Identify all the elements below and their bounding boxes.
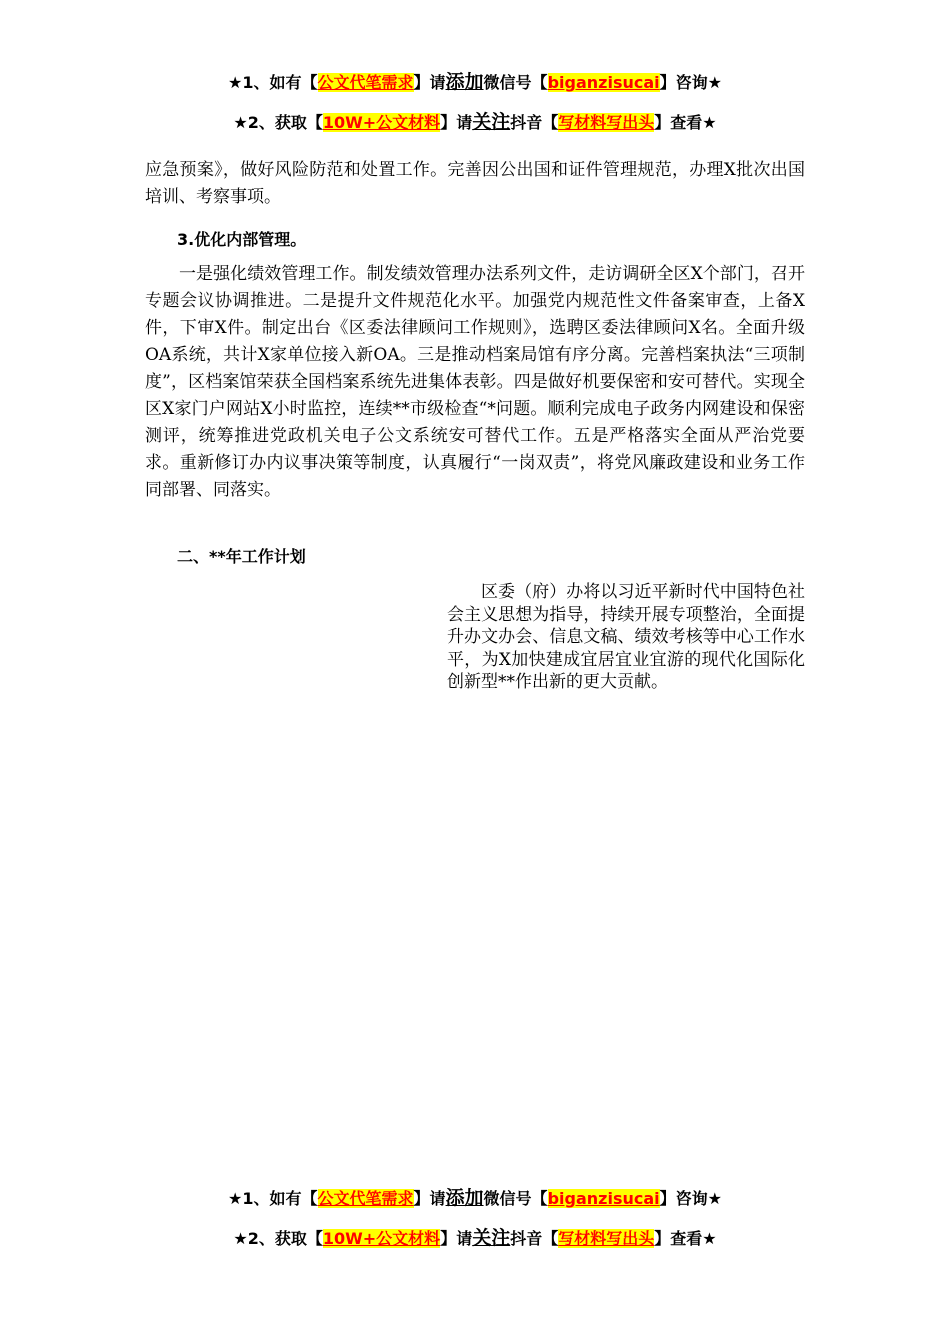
highlight-wechat-id: biganzisucai xyxy=(547,73,660,92)
highlight-douyin-account: 写材料写出头 xyxy=(558,1229,655,1248)
highlight-materials: 10W+公文材料 xyxy=(322,113,441,132)
paragraph-emergency-plan: 应急预案》，做好风险防范和处置工作。完善因公出国和证件管理规范，办理X批次出国培训、考察事项。 xyxy=(145,160,805,207)
header-promo-line-1: ★1、如有【公文代笔需求】请添加微信号【biganzisucai】咨询★ xyxy=(228,71,722,93)
footer-promo-line-1: ★1、如有【公文代笔需求】请添加微信号【biganzisucai】咨询★ xyxy=(228,1187,722,1209)
section-heading-work-plan: 二、**年工作计划 xyxy=(177,547,306,566)
highlight-ghostwriting: 公文代笔需求 xyxy=(317,73,414,92)
highlight-douyin-account: 写材料写出头 xyxy=(558,113,655,132)
paragraph-work-plan: 区委（府）办将以习近平新时代中国特色社会主义思想为指导，持续开展专项整治，全面提升办文办会、信息文稿、绩效考核等中心工作水平，为X加快建成宜居宜业宜游的现代化国际化创新型**作出新的更大贡献。 xyxy=(447,582,805,692)
highlight-materials: 10W+公文材料 xyxy=(322,1229,441,1248)
highlight-wechat-id: biganzisucai xyxy=(547,1189,660,1208)
paragraph-internal-management: 一是强化绩效管理工作。制发绩效管理办法系列文件，走访调研全区X个部门，召开专题会议协调推进。二是提升文件规范化水平。加强党内规范性文件备案审查，上备X件，下审X件。制定出台《区委法律顾问工作规则》，选聘区委法律顾问X名。全面升级OA系统，共计X家单位接入新OA。三是推动档案局馆有序分离。完善档案执法“三项制度”，区档案馆荣获全国档案系统先进集体表彰。四是做好机要保密和安可替代。实现全区X家门户网站X小时监控，连续**市级检查“*问题。顺利完成电子政务内网建设和保密测评，统筹推进党政机关电子公文系统安可替代工作。五是严格落实全面从严治党要求。重新修订办内议事决策等制度，认真履行“一岗双责”，将党风廉政建设和业务工作同部署、同落实。 xyxy=(145,264,805,500)
highlight-ghostwriting: 公文代笔需求 xyxy=(317,1189,414,1208)
footer-promo-line-2: ★2、获取【10W+公文材料】请关注抖音【写材料写出头】查看★ xyxy=(233,1227,717,1249)
header-promo-line-2: ★2、获取【10W+公文材料】请关注抖音【写材料写出头】查看★ xyxy=(233,111,717,133)
section-heading-internal-management: 3.优化内部管理。 xyxy=(177,230,307,249)
